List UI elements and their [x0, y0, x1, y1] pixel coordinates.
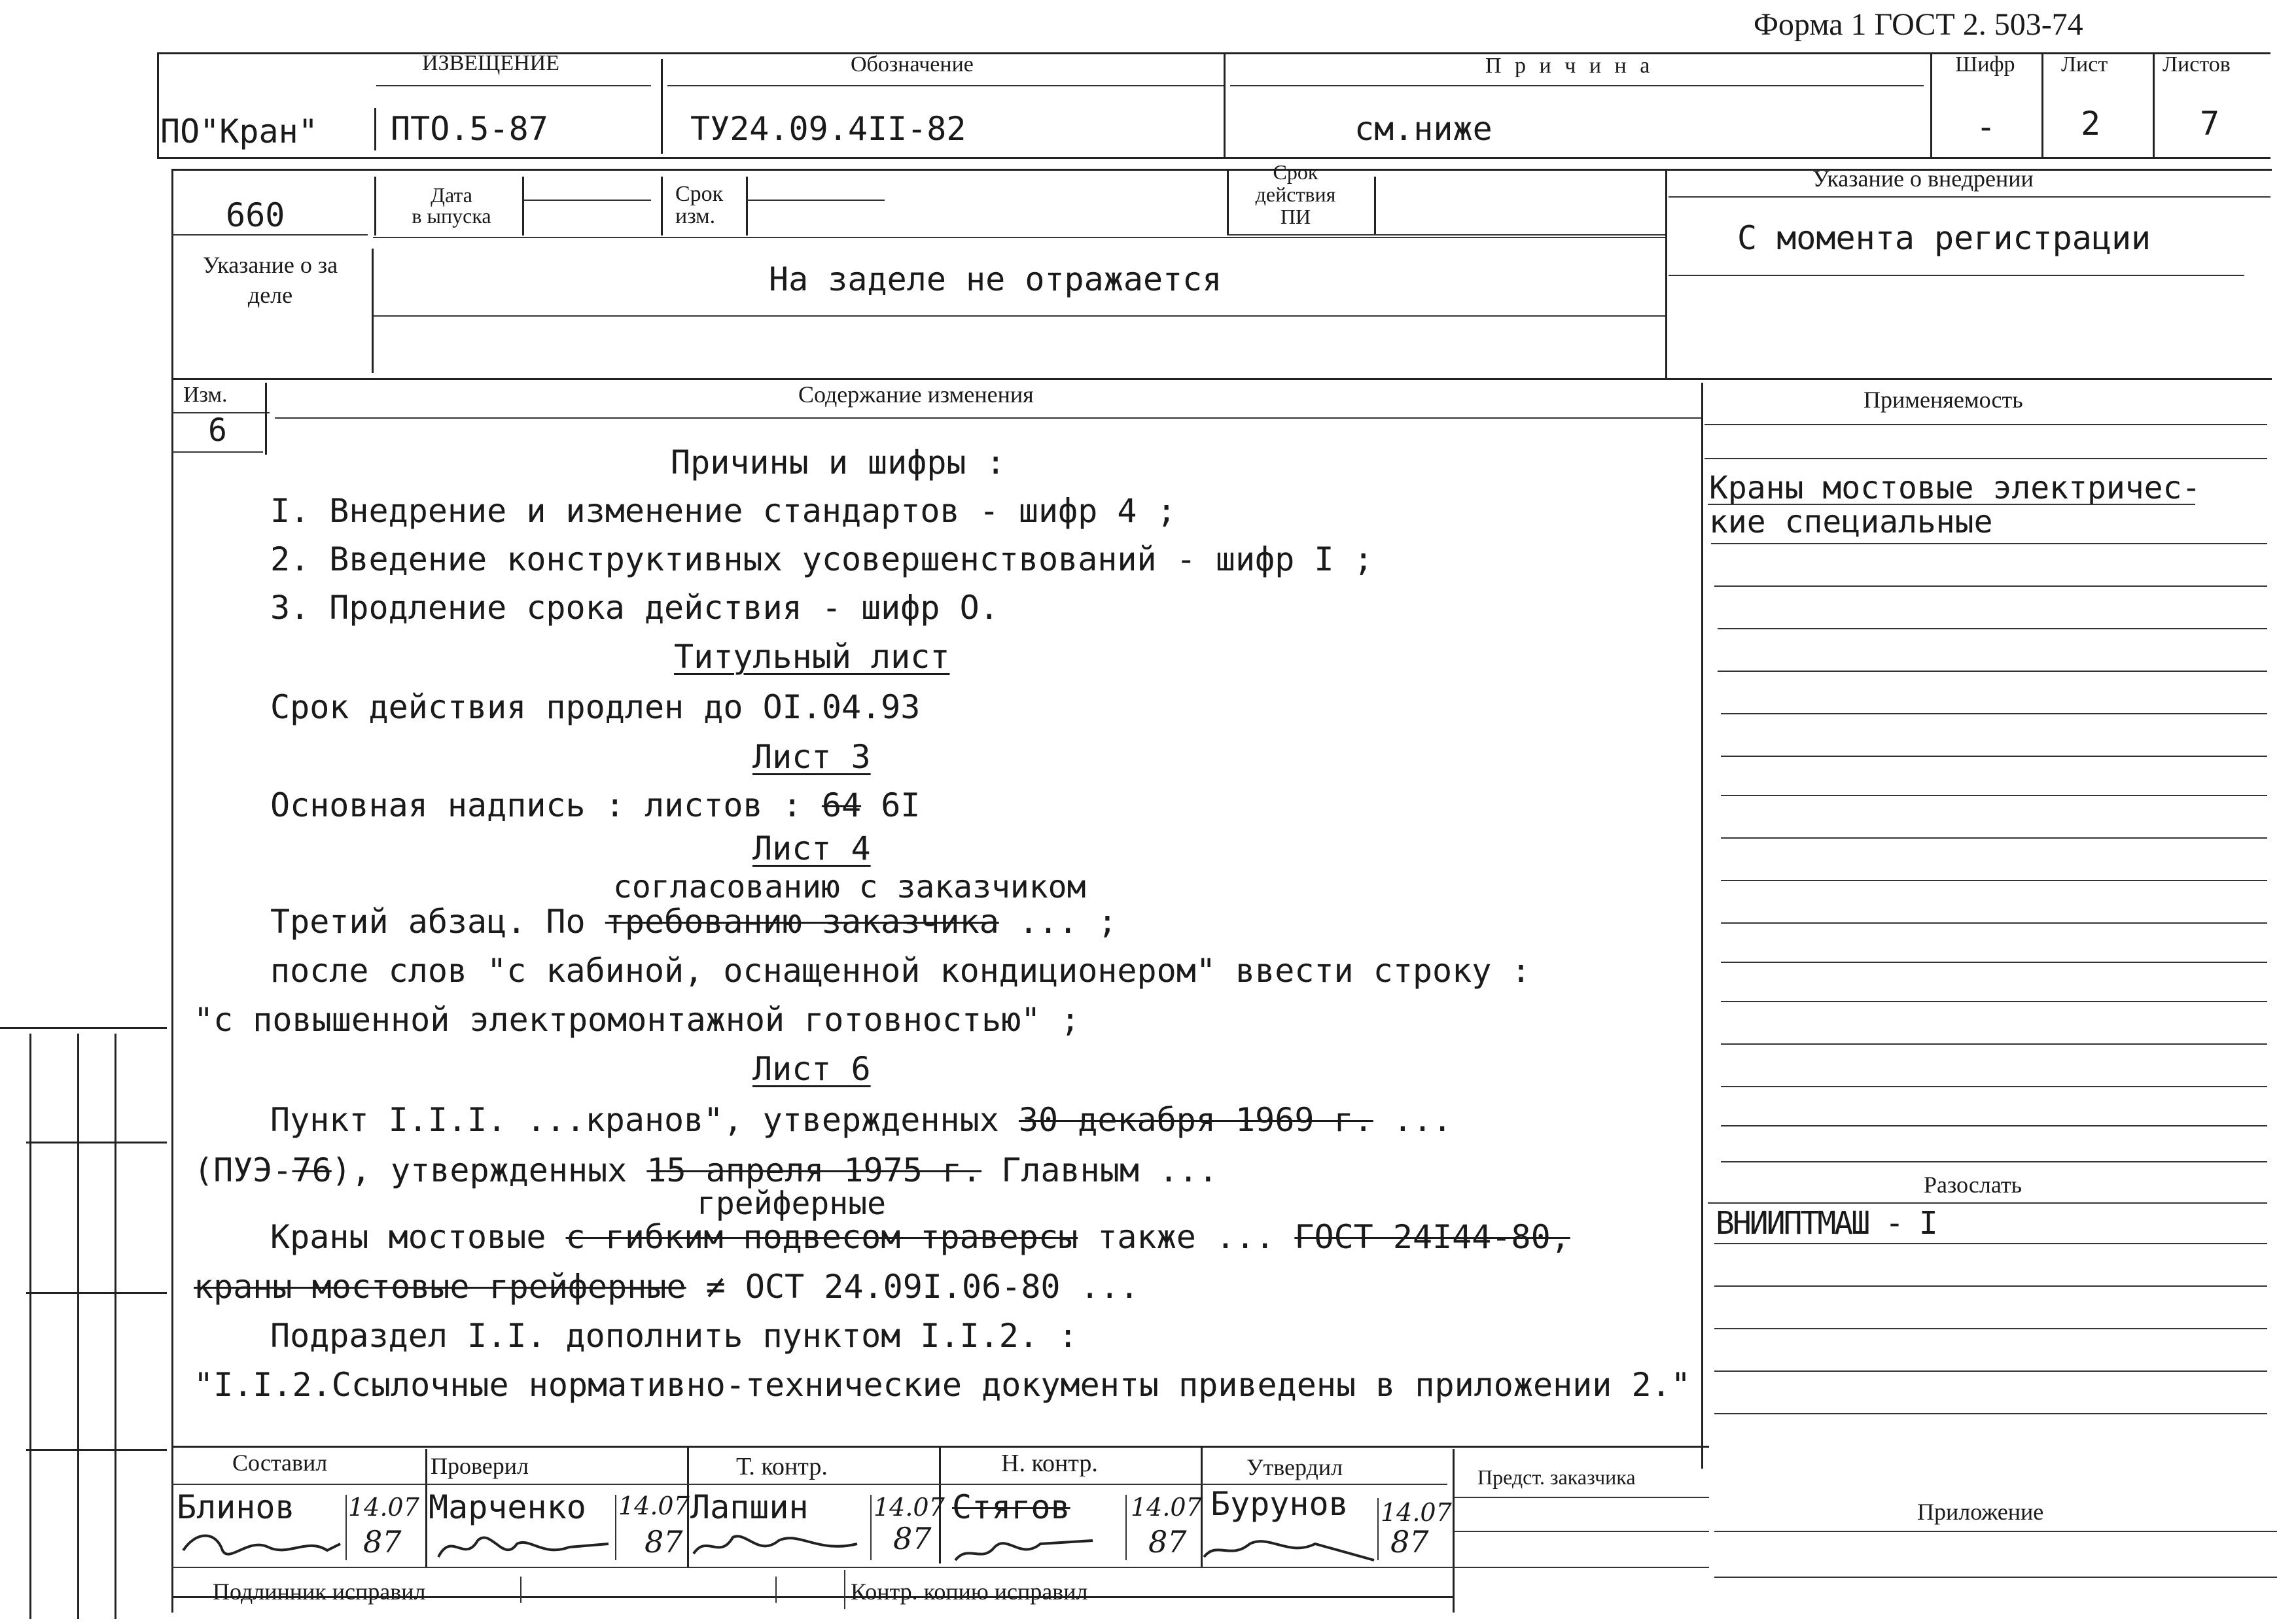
approved-name: Бурунов [1210, 1485, 1349, 1523]
issue-date-label: Дата в ыпуска [412, 183, 491, 228]
applicability-value-2: кие специальные [1709, 504, 1993, 540]
form-label: Форма 1 ГОСТ 2. 503-74 [1754, 7, 2083, 42]
subsection-line: Подраздел I.I. дополнить пунктом I.I.2. : [270, 1317, 1078, 1355]
copy-fixed-label: Контр. копию исправил [851, 1579, 1088, 1605]
approved-date-2: 87 [1390, 1524, 1429, 1560]
sheet-value: 2 [2081, 105, 2101, 143]
sheet-label: Лист [2061, 52, 2108, 77]
tcontrol-name: Лапшин [690, 1488, 809, 1526]
reason-value: см.ниже [1354, 110, 1492, 148]
clause-111-line: Пункт I.I.I. ...кранов", утвержденных 30 декабря 1969 г. ... [270, 1101, 1453, 1139]
ost-line: краны мостовые грейферные ≠ ОСТ 24.09I.06-80 ... [194, 1268, 1139, 1306]
notice-label: ИЗВЕЩЕНИЕ [422, 51, 559, 75]
send-label: Разослать [1924, 1172, 2022, 1198]
reasons-title: Причины и шифры : [671, 444, 1006, 481]
compiled-name: Блинов [177, 1488, 295, 1526]
reason-label: П р и ч и н а [1485, 54, 1654, 78]
code-label: Шифр [1955, 52, 2015, 77]
compiled-date-1: 14.07 [348, 1493, 419, 1522]
checked-label: Проверил [431, 1453, 529, 1479]
sheet3-heading: Лист 3 [752, 738, 871, 776]
implementation-value: С момента регистрации [1737, 219, 2151, 257]
checked-name: Марченко [429, 1488, 586, 1526]
backlog-label: Указание о за деле [202, 252, 338, 308]
change-no: 6 [208, 412, 227, 449]
ncontrol-date-1: 14.07 [1131, 1493, 1202, 1522]
compiled-label: Составил [232, 1450, 328, 1476]
applicability-value-1: Краны мостовые электричес- [1709, 470, 2201, 506]
after-words-line: после слов "с кабиной, оснащенной кондиционером" ввести строку : [270, 952, 1531, 990]
implementation-label: Указание о внедрении [1812, 166, 2034, 192]
notice-number: ПТО.5-87 [391, 110, 548, 148]
compiled-date-2: 87 [363, 1524, 402, 1560]
title-block-line: Основная надпись : листов : 64 6I [270, 786, 921, 824]
ncontrol-date-2: 87 [1148, 1524, 1187, 1560]
reason-1: I. Внедрение и изменение стандартов - шифр 4 ; [270, 492, 1176, 530]
sheet6-heading: Лист 6 [752, 1050, 871, 1088]
checked-signature [438, 1538, 609, 1557]
tcontrol-label: Т. контр. [736, 1453, 828, 1480]
compiled-signature [183, 1536, 340, 1554]
code-value: - [1976, 108, 1996, 146]
tcontrol-date-2: 87 [893, 1521, 932, 1556]
appendix-label: Приложение [1917, 1499, 2044, 1525]
cranes-line: Краны мостовые с гибким подвесом траверсы также ... ГОСТ 24I44-80, [270, 1218, 1570, 1256]
pue-line: (ПУЭ-76), утвержденных 15 апреля 1975 г. Главным ... [194, 1151, 1218, 1189]
sheet4-heading: Лист 4 [752, 829, 871, 867]
frame-left-border-main [171, 169, 173, 1471]
checked-date-1: 14.07 [618, 1492, 690, 1520]
sheets-label: Листов [2163, 52, 2231, 77]
ncontrol-signature [955, 1541, 1093, 1560]
validity-extended: Срок действия продлен до OI.04.93 [270, 688, 921, 726]
approved-signature [1204, 1541, 1374, 1560]
ncontrol-name: Стягов [952, 1488, 1070, 1526]
change-term-label: Срок изм. [675, 182, 724, 228]
signature-scribbles [177, 1524, 1453, 1570]
ncontrol-label: Н. контр. [1001, 1450, 1098, 1477]
sheets-value: 7 [2200, 105, 2220, 143]
third-paragraph-line: Третий абзац. По требованию заказчика ... ; [270, 903, 1118, 941]
frame-left-border [157, 52, 159, 157]
send-value: ВНИИПТМАШ - I [1716, 1205, 1936, 1242]
applicability-divider [1701, 383, 1703, 1469]
designation-value: ТУ24.09.4II-82 [690, 110, 966, 148]
applicability-label: Применяемость [1863, 387, 2023, 413]
title-sheet-heading: Титульный лист [674, 638, 950, 676]
reason-3: 3. Продление срока действия - шифр О. [270, 589, 999, 627]
tcontrol-date-1: 14.07 [874, 1493, 945, 1522]
approved-label: Утвердил [1246, 1454, 1343, 1480]
electro-readiness-line: "с повышенной электромонтажной готовностью" ; [194, 1001, 1080, 1039]
approved-date-1: 14.07 [1381, 1498, 1452, 1527]
code-660: 660 [226, 196, 285, 234]
backlog-value: На заделе не отражается [769, 260, 1222, 298]
validity-label: Срок действия ПИ [1255, 160, 1336, 228]
designation-label: Обозначение [851, 52, 974, 77]
references-line: "I.I.2.Ссылочные нормативно-технические документы приведены в приложении 2." [194, 1366, 1691, 1404]
checked-date-2: 87 [645, 1524, 683, 1560]
header-bottom-border [157, 157, 2270, 159]
insertion-customer-agreement: согласованию с заказчиком [613, 869, 1086, 905]
enterprise: ПО"Кран" [160, 113, 318, 150]
original-fixed-label: Подлинник исправил [213, 1579, 426, 1605]
tcontrol-signature [694, 1536, 857, 1554]
insertion-grab: грейферные [697, 1185, 886, 1222]
content-label: Содержание изменения [798, 381, 1034, 408]
reason-2: 2. Введение конструктивных усовершенствований - шифр I ; [270, 540, 1373, 578]
customer-rep-label: Предст. заказчика [1477, 1465, 1636, 1489]
change-no-label: Изм. [183, 383, 228, 407]
